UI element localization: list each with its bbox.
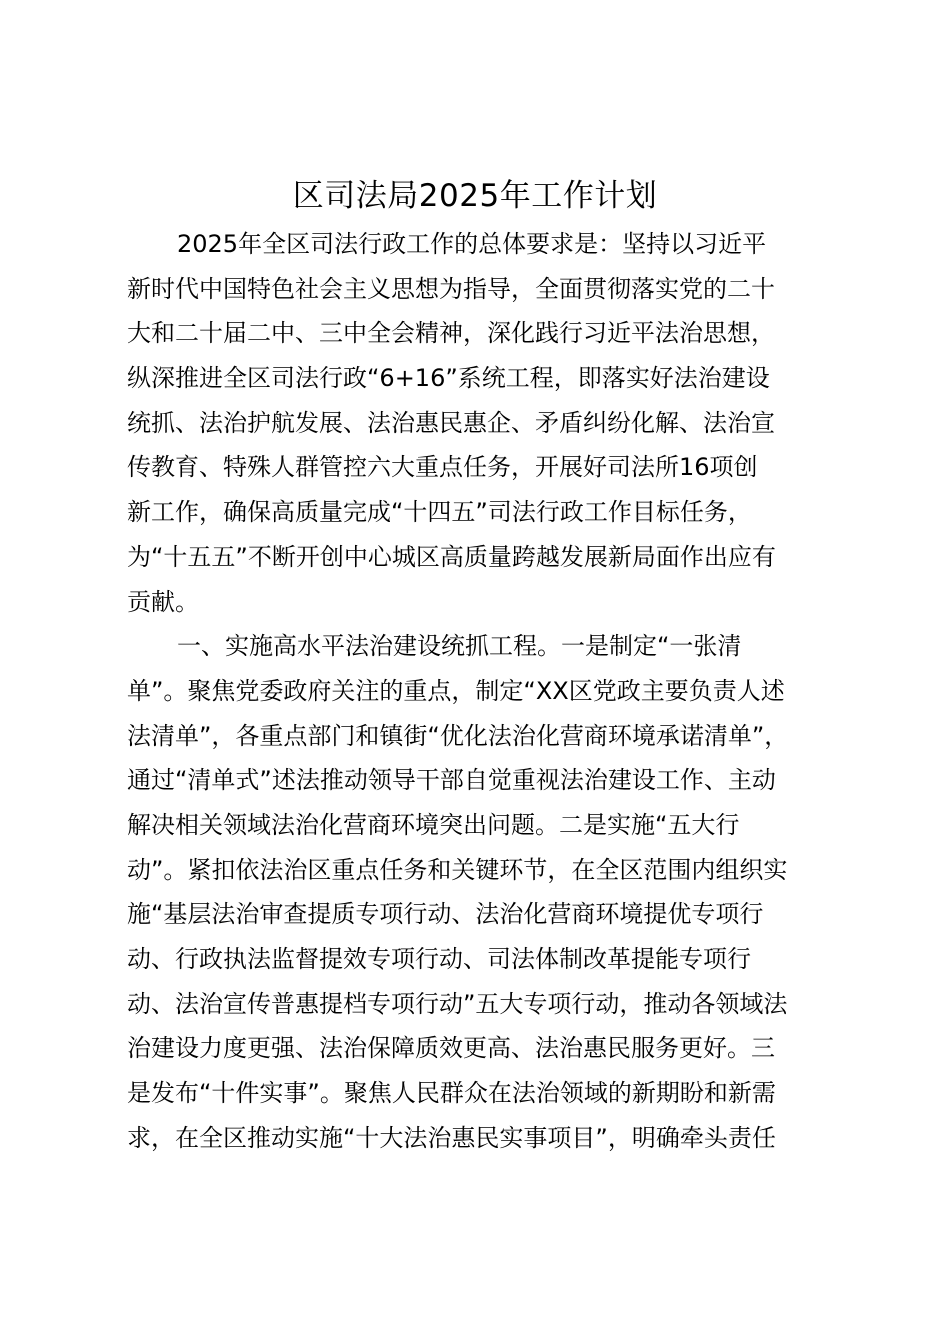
- paragraph-line: 解决相关领域法治化营商环境突出问题。二是实施“五大行: [127, 810, 740, 839]
- paragraph-line: 法清单”，各重点部门和镇街“优化法治化营商环境承诺清单”，: [127, 721, 789, 750]
- paragraph-line: 2025年全区司法行政工作的总体要求是：坚持以习近平: [177, 230, 767, 258]
- paragraph-line: 新时代中国特色社会主义思想为指导，全面贯彻落实党的二十: [127, 274, 775, 303]
- paragraph-line: 一、实施高水平法治建设统抓工程。一是制定“一张清: [177, 632, 742, 661]
- paragraph-line: 动、行政执法监督提效专项行动、司法体制改革提能专项行: [127, 945, 751, 973]
- paragraph-line: 求，在全区推动实施“十大法治惠民实事项目”，明确牵头责任: [127, 1123, 776, 1152]
- document-title: 区司法局2025年工作计划: [292, 178, 658, 214]
- paragraph-line: 大和二十届二中、三中全会精神，深化践行习近平法治思想，: [127, 319, 775, 348]
- paragraph-line: 动、法治宣传普惠提档专项行动”五大专项行动，推动各领域法: [127, 989, 788, 1018]
- paragraph-line: 施“基层法治审查提质专项行动、法治化营商环境提优专项行: [127, 900, 764, 929]
- paragraph-line: 单”。聚焦党委政府关注的重点，制定“XX区党政主要负责人述: [127, 676, 785, 705]
- document-body: [127, 222, 833, 1160]
- paragraph-line: 为“十五五”不断开创中心城区高质量跨越发展新局面作出应有: [127, 542, 776, 571]
- paragraph-line: 是发布“十件实事”。聚焦人民群众在法治领域的新期盼和新需: [127, 1079, 776, 1108]
- paragraph-line: 通过“清单式”述法推动领导干部自觉重视法治建设工作、主动: [127, 766, 776, 795]
- paragraph-line: 动”。紧扣依法治区重点任务和关键环节，在全区范围内组织实: [127, 855, 788, 884]
- paragraph-line: 贡献。: [127, 587, 199, 616]
- paragraph-line: 治建设力度更强、法治保障质效更高、法治惠民服务更好。三: [127, 1034, 775, 1063]
- paragraph-line: 新工作，确保高质量完成“十四五”司法行政工作目标任务，: [127, 498, 752, 527]
- paragraph-line: 传教育、特殊人群管控六大重点任务，开展好司法所16项创: [127, 453, 758, 482]
- paragraph-line: 纵深推进全区司法行政“6+16”系统工程，即落实好法治建设: [127, 364, 770, 393]
- paragraph-line: 统抓、法治护航发展、法治惠民惠企、矛盾纠纷化解、法治宣: [127, 408, 775, 437]
